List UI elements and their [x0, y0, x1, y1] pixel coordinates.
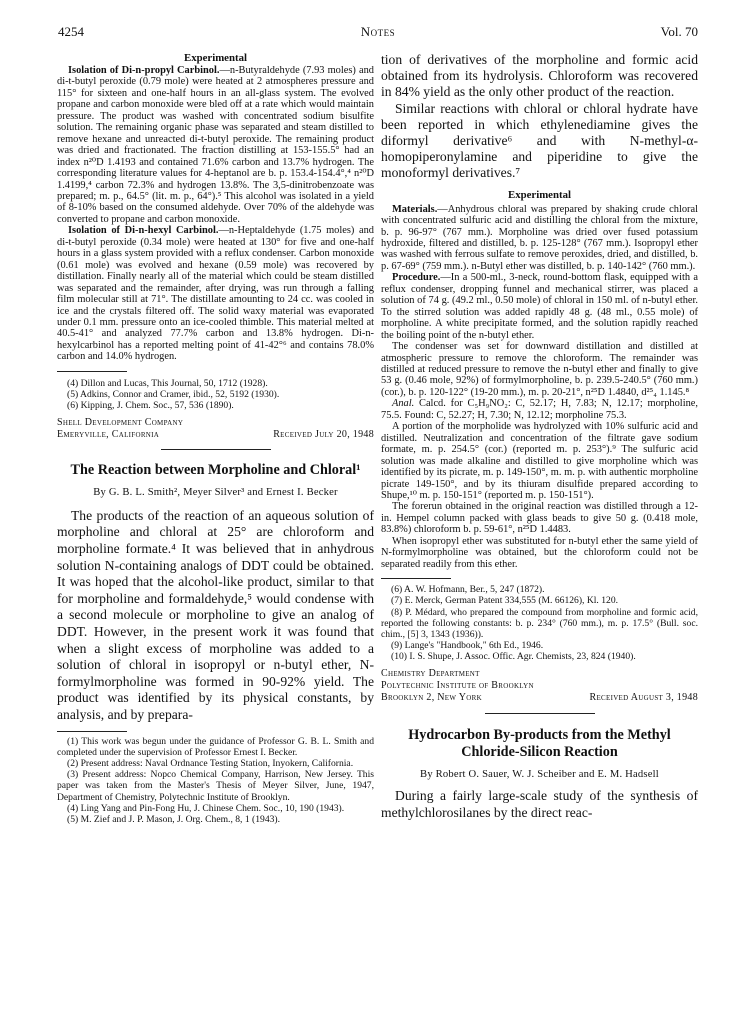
affiliation-location-row — [381, 692, 698, 704]
right-column — [381, 52, 698, 821]
paragraph-condenser: The condenser was set for downward distillation and distilled at atmospheric pressure to remove the chloroform. The remainder was distilled at reduced pressure to remove the n-butyl ether and finally to give 53 g. (0.46 mole, 92%) of formylmorpholine, b. p. 239.5-240.5° (760 mm.) (cor.), b. p. 120-122° (19-20 mm.), m. p. 20-21°, n²⁵D 1.4840, d²⁵₄ 1.145.⁸ — [381, 341, 698, 398]
affiliation-block — [57, 417, 374, 441]
experimental-text — [57, 65, 374, 363]
left-column — [57, 52, 374, 825]
paragraph-lead: Materials. — [392, 203, 438, 215]
paragraph-body: —In a 500-ml., 3-neck, round-bottom flask, equipped with a reflux condenser, dropping funnel and mechanical stirrer, was placed a solution of 74 g. (49.2 ml., 0.50 mole) of chloral in 150 ml. of n-butyl ether. To the stirred solution was added rapidly 48 g. (48 ml., 0.55 mole) of morpholine. A white precipitate formed, and the solution rapidly reached the boiling point of the n-butyl ether. — [381, 272, 698, 341]
footnotes-a — [57, 378, 374, 412]
article-authors: By G. B. L. Smith², Meyer Silver³ and Ernest I. Becker — [93, 487, 338, 499]
paragraph-body: —Anhydrous chloral was prepared by shaking crude chloral with concentrated sulfuric acid and distilling the chloral from the mixture, b. p. 96-97° (767 mm.). Morpholine was dried over fused potassium hydroxide, filtered and distilled, b. p. 125-128° (767 mm.). Isopropyl ether was washed with ferrous sulfate to remove peroxides, dried, and distilled, b. p. 67-69° (759 mm.). n-Butyl ether was distilled, b. p. 140-142° (760 mm.). — [381, 203, 698, 272]
paragraph-lead: Isolation of Di-n-propyl Carbinol. — [68, 65, 220, 76]
paragraph-isopropyl: When isopropyl ether was substituted for n-butyl ether the same yield of N-formylmorpholine was obtained, but the chloroform could not be separated readily from this ether. — [381, 535, 698, 570]
footnote: (7) E. Merck, German Patent 334,555 (M. 66126), Kl. 120. — [391, 595, 619, 607]
paragraph-lead: Anal. — [392, 398, 415, 410]
paragraph: tion of derivatives of the morpholine and formic acid obtained from its hydrolysis. Chloroform was recovered in 84% yield as the only other product of the reaction. — [381, 52, 698, 100]
experimental-heading: Experimental — [184, 52, 247, 64]
article-title: The Reaction between Morpholine and Chloral¹ — [70, 462, 361, 479]
paragraph-materials — [381, 204, 698, 273]
affiliation-department: Chemistry Department — [381, 667, 480, 679]
footnote-divider — [57, 731, 127, 732]
paragraph: Similar reactions with chloral or chloral hydrate have been reported in which ethylenediamine gives the diformyl derivative⁶ and with N-methyl-α-homopiperonylamine and piperidine to give the monoformyl derivatives.⁷ — [381, 100, 698, 181]
journal-section: Notes — [360, 24, 396, 39]
page-header — [58, 24, 698, 40]
footnote: (10) I. S. Shupe, J. Assoc. Offic. Agr. Chemists, 23, 824 (1940). — [391, 651, 636, 663]
footnote: (6) A. W. Hofmann, Ber., 5, 247 (1872). — [391, 584, 545, 596]
experimental-heading: Experimental — [508, 188, 571, 201]
footnote: (4) Dillon and Lucas, This Journal, 50, 1712 (1928). — [67, 377, 268, 389]
article2-title: Hydrocarbon By-products from the Methyl Chloride-Silicon Reaction — [408, 726, 671, 760]
affiliation-location: Brooklyn 2, New York — [381, 691, 482, 703]
affiliation-institute: Polytechnic Institute of Brooklyn — [381, 679, 534, 691]
paragraph-analysis — [381, 398, 698, 421]
paragraph-procedure — [381, 272, 698, 341]
paragraph-dihexyl — [57, 225, 374, 362]
affiliation-block — [381, 668, 698, 704]
article-divider — [161, 449, 271, 450]
paragraph-body: Calcd. for C₅H₉NO₂: C, 52.17; H, 7.83; N, 12.17; morpholine, 75.5. Found: C, 52.27; H, 7.30; N, 12.12; morpholine 75.3. — [381, 398, 698, 421]
affiliation-location-row — [57, 429, 374, 441]
footnote: (3) Present address: Nopco Chemical Company, Harrison, New Jersey. This paper was taken from the Master's Thesis of Meyer Silver, June, 1947, Department of Chemistry, Polytechnic Institute of Brooklyn. — [57, 769, 374, 803]
paragraph-body: —n-Butyraldehyde (7.93 moles) and di-t-butyl peroxide (0.79 mole) were heated at 2 atmospheres pressure and 115° for sixteen and one-half hours in an all-glass system. The evolved propane and carbon monoxide were bled off at a rate which would maintain pressure. The product was washed with concentrated sodium bisulfite solution. The remaining organic phase was separated and steam distilled to remove hexane and unreacted di-t-butyl peroxide. The remaining product was dried and fractionated. The fraction distilling at 153-155.5° had an index n²⁰D 1.4193 and contained 71.6% carbon and 13.7% hydrogen. The corresponding literature values for 4-heptanol are b. p. 153.4-154.4°,⁴ n²⁰D 1.4199,⁴ carbon 72.3% and hydrogen 13.8%. The 3,5-dinitrobenzoate was prepared; m. p., 64.5° (lit. m. p., 64°).⁵ This alcohol was isolated in a yield of 8-10% based on the consumed aldehyde. Over 70% of the aldehyde was converted to propane and carbon monoxide. — [57, 65, 375, 225]
paragraph-forerun: The forerun obtained in the original reaction was distilled through a 12-in. Hempel column packed with glass beads to give 50 g. (0.418 mole, 83.8%) chloroform b. p. 59-61°, n²⁵D 1.4483. — [381, 501, 698, 536]
article-divider — [485, 713, 595, 714]
article-body: The products of the reaction of an aqueous solution of morpholine and chloral at 25° are chloroform and morpholine formate.⁴ It was believed that in anhydrous solution N-containing analogs of DDT could be obtained. It was hoped that the alcohol-like product, similar to that for morpholine and formaldehyde,⁵ would condense with a second molecule or morpholine to give an analog of DDT. However, in the present work it was found that when a slight excess of morpholine was added to a solution of chloral in isopropyl or n-butyl ether, N-formylmorpholine was formed in 90-92% yield. The product was identified by its physical constants, by analysis, and by prepara- — [57, 507, 374, 723]
footnote: (9) Lange's "Handbook," 6th Ed., 1946. — [391, 640, 544, 652]
footnote-divider — [57, 371, 127, 372]
footnotes-b — [57, 736, 374, 826]
footnote: (5) M. Zief and J. P. Mason, J. Org. Chem., 8, 1 (1943). — [67, 814, 281, 826]
footnote: (2) Present address: Naval Ordnance Testing Station, Inyokern, California. — [67, 758, 354, 770]
footnote: (1) This work was begun under the guidance of Professor G. B. L. Smith and completed under the supervision of Professor Ernest I. Becker. — [57, 735, 374, 758]
article2-body: During a fairly large-scale study of the synthesis of methylchlorosilanes by the direct reac- — [381, 788, 698, 820]
paragraph-dipropyl — [57, 65, 374, 225]
footnote: (5) Adkins, Connor and Cramer, ibid., 52, 5192 (1930). — [67, 388, 280, 400]
paragraph-lead: Procedure. — [392, 272, 441, 284]
footnote-divider — [381, 578, 451, 579]
paragraph-body: —n-Heptaldehyde (1.75 moles) and di-t-butyl peroxide (0.34 mole) were heated at 130° for five and one-half hours in a glass system provided with a reflux condenser. Carbon monoxide (0.61 mole) was evolved and hexane (0.59 mole) was recovered by distillation. Finally nearly all of the material which could be steam distilled was separated and the remainder, after drying, was run through a falling film molecular still at 71°. The distillate amounting to 24 cc. was cooled in ice and the crystals filtered off. The solid waxy material was evaporated under 0.1 mm. pressure onto an ice-cooled thimble. This material melted at 40.5-41° and analyzed 77.7% carbon and 13.8% hydrogen. Di-n-hexylcarbinol has a reported melting point of 41-42°⁶ and contains 78.0% carbon and 14.0% hydrogen. — [57, 225, 375, 363]
article2-authors: By Robert O. Sauer, W. J. Scheiber and E. M. Hadsell — [420, 768, 659, 780]
intro-continued — [381, 52, 698, 182]
footnote: (4) Ling Yang and Pin-Fong Hu, J. Chinese Chem. Soc., 10, 190 (1943). — [67, 802, 345, 814]
footnotes-right — [381, 584, 698, 662]
footnote: (6) Kipping, J. Chem. Soc., 57, 536 (1890). — [67, 400, 234, 412]
volume-label: Vol. 70 — [660, 24, 698, 39]
paragraph-hydrolysis: A portion of the morpholide was hydrolyzed with 10% sulfuric acid and distilled. Neutralization and concentration of the filtrate gave sodium formate, m. p. 254.5° (cor.) (reported m. p. 253°).⁹ The sulfuric acid solution was made alkaline and distilled to give morpholine which was identified by its picrate, m. p. 149-150°, m. m. p. with authentic morpholine picrate 149-150°, and by its thiuram disulfide prepared according to Shupe,¹⁰ m. p. 150-151° (reported m. p. 150-151°). — [381, 421, 698, 501]
footnote: (8) P. Médard, who prepared the compound from morpholine and formic acid, reported the following constants: b. p. 234° (760 mm.), m. p. 17.5° (Bull. soc. chim., [5] 3, 1343 (1936)). — [381, 606, 698, 640]
experimental-text — [381, 204, 698, 571]
affiliation-location: Emeryville, California — [57, 429, 160, 441]
received-date: Received August 3, 1948 — [589, 691, 698, 703]
affiliation-company: Shell Development Company — [57, 417, 184, 429]
received-date: Received July 20, 1948 — [273, 429, 374, 441]
page-number: 4254 — [58, 24, 84, 39]
paragraph-lead: Isolation of Di-n-hexyl Carbinol. — [68, 225, 219, 237]
